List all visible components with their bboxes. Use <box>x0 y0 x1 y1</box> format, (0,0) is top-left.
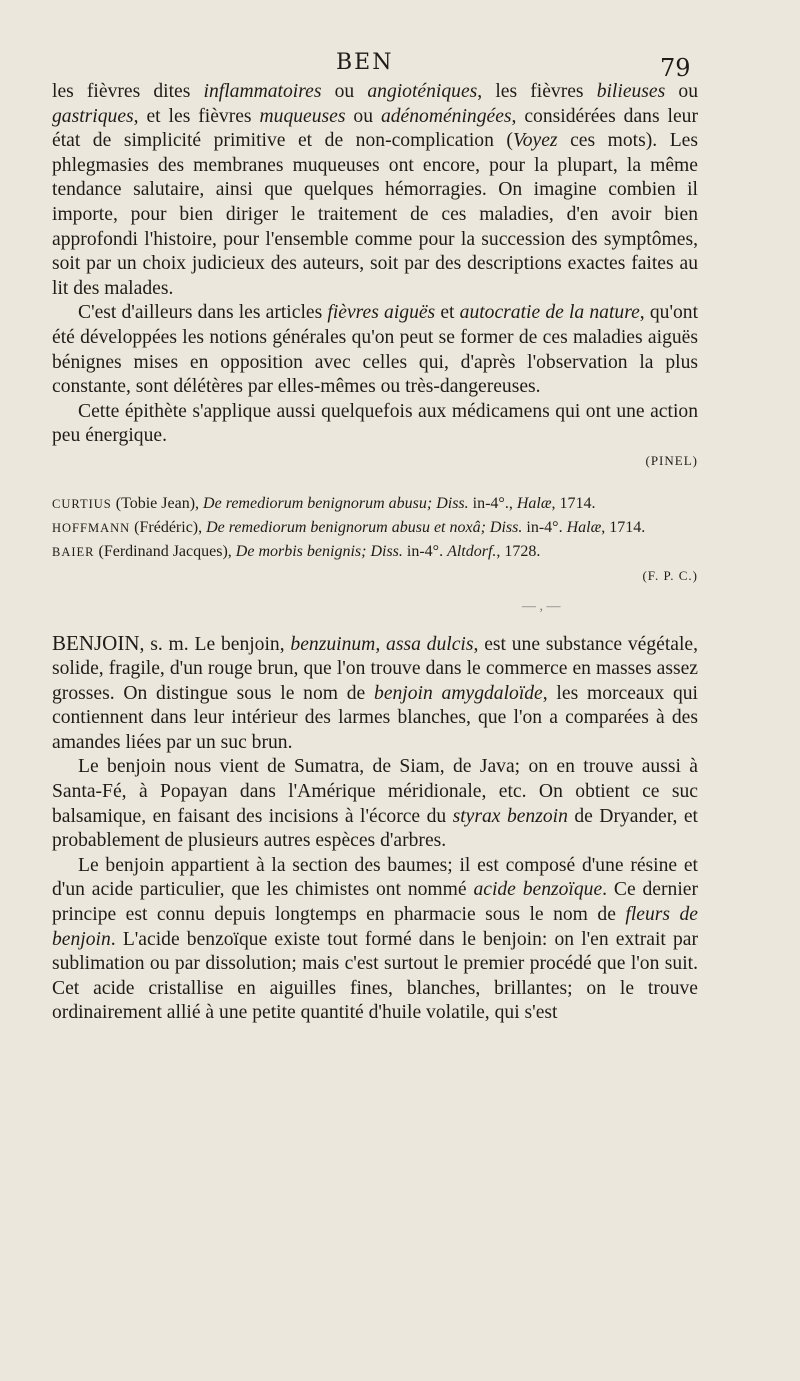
reference-item: BAIER (Ferdinand Jacques), De morbis benignis; Diss. in-4°. Altdorf., 1728. <box>52 542 541 560</box>
paragraph-3: Cette épithète s'applique aussi quelquefois aux médicamens qui ont une action peu énergique. <box>52 400 698 447</box>
running-head: BEN <box>336 50 394 75</box>
paragraph-1: les fièvres dites inflammatoires ou angioténiques, les fièvres bilieuses ou gastriques, et les fièvres muqueuses ou adénoméningées, considérées dans leur état de simplicité primitive et de non-complication (Voyez ces mots). Les phlegmasies des membranes muqueuses ont encore, pour la plupart, la même tendance salutaire, ainsi que quelques hémorragies. On imagine combien il importe, pour bien diriger le traitement de ces maladies, d'en avoir bien approfondi l'histoire, pour l'ensemble comme pour la succession des symptômes, soit par un choix judicieux des auteurs, soit par des descriptions exactes faites au lit des malades. <box>52 81 699 299</box>
page-number: 79 <box>660 54 691 82</box>
paragraph-2: C'est d'ailleurs dans les articles fièvres aiguës et autocratie de la nature, qu'ont été développées les notions générales qu'on peut se former de ces maladies aiguës bénignes mises en opposition avec celles qui, d'après l'observation la plus constante, sont délétères par elles-mêmes ou très-dangereuses. <box>52 302 699 398</box>
bibliography <box>52 492 698 587</box>
page-body <box>52 80 698 1026</box>
reference-item: CURTIUS (Tobie Jean), De remediorum benignorum abusu; Diss. in-4°., Halæ, 1714. <box>52 494 596 512</box>
reference-signature: (F. P. C.) <box>642 567 698 583</box>
article-paragraph-2: Le benjoin nous vient de Sumatra, de Siam, de Java; on en trouve aussi à Santa-Fé, à Popayan dans l'Amérique méridionale, etc. On obtient ce suc balsamique, en faisant des incisions à l'écorce du styrax benzoin de Dryander, et probablement de plusieurs autres espèces d'arbres. <box>52 756 698 852</box>
headword: BENJOIN <box>52 630 140 655</box>
article-paragraph-3: Le benjoin appartient à la section des baumes; il est composé d'une résine et d'un acide particulier, que les chimistes ont nommé acide benzoïque. Ce dernier principe est connu depuis longtemps en pharmacie sous le nom de fleurs de benjoin. L'acide benzoïque existe tout formé dans le benjoin: on l'en extrait par sublimation ou par dissolution; mais c'est surtout le premier procédé que l'on suit. Cet acide cristallise en aiguilles fines, blanches, brillantes; on le trouve ordinairement allié à une petite quantité d'huile volatile, qui s'est <box>52 854 699 1024</box>
section-separator: — , — <box>522 598 561 614</box>
author-signature: (PINEL) <box>645 452 698 468</box>
reference-item: HOFFMANN (Frédéric), De remediorum benignorum abusu et noxâ; Diss. in-4°. Halæ, 1714. <box>52 518 646 536</box>
article-paragraph-1: BENJOIN, s. m. Le benjoin, benzuinum, assa dulcis, est une substance végétale, solide, fragile, d'un rouge brun, que l'on trouve dans le commerce en masses assez grosses. On distingue sous le nom de benjoin amygdaloïde, les morceaux qui contiennent dans leur intérieur des larmes blanches, que l'on a comparées à des amandes liées par un suc brun. <box>52 630 698 753</box>
article-benjoin <box>52 631 698 1027</box>
